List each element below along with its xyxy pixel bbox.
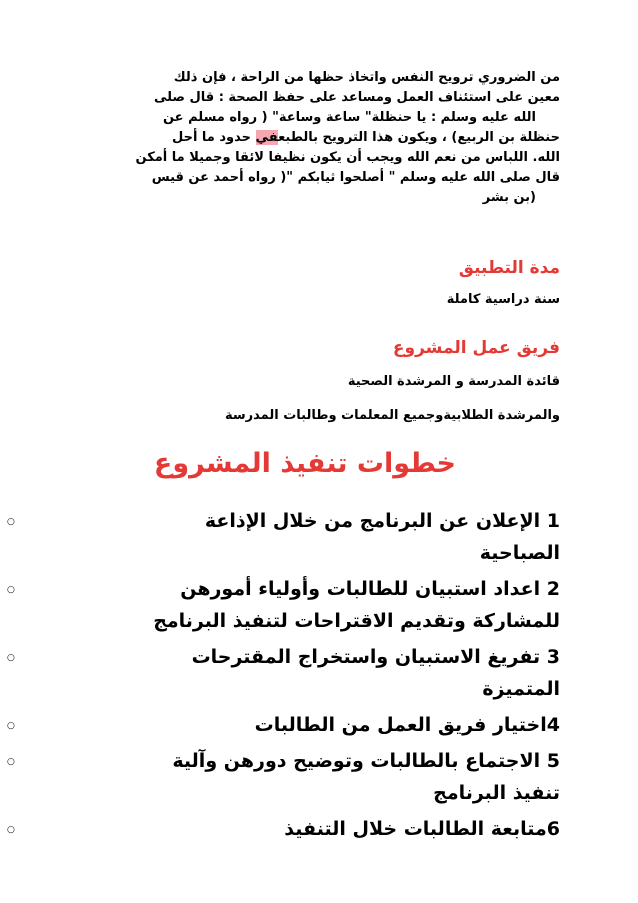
intro-line-part: حنظلة بن الربيع) ، ويكون هذا الترويح بالطبع	[278, 130, 560, 145]
bullet-icon: ○	[7, 825, 15, 835]
team-line: قائدة المدرسة و المرشدة الصحية	[347, 374, 560, 389]
step-text: للمشاركة وتقديم الاقتراحات لتنفيذ البرنامج	[153, 610, 560, 632]
intro-paragraph	[100, 68, 560, 208]
duration-text: سنة دراسية كاملة	[446, 292, 560, 307]
step-text: 6متابعة الطالبات خلال التنفيذ	[284, 818, 560, 840]
intro-line: (بن بشر	[482, 190, 536, 205]
step-text: الصباحية	[479, 542, 560, 564]
step-text: 5 الاجتماع بالطالبات وتوضيح دورهن وآلية	[172, 750, 560, 772]
team-line: والمرشدة الطلابيةوجميع المعلمات وطالبات المدرسة	[225, 408, 560, 423]
bullet-icon: ○	[7, 517, 15, 527]
steps-title: خطوات تنفيذ المشروع	[153, 448, 456, 479]
intro-line: من الضروري ترويح النفس واتخاذ حظها من الراحة ، فإن ذلك	[173, 70, 560, 85]
steps-list	[7, 505, 560, 849]
highlighted-word: في	[255, 130, 279, 145]
bullet-icon: ○	[7, 757, 15, 767]
step-text: المتميزة	[482, 678, 560, 700]
step-text: 3 تفريغ الاستبيان واستخراج المقترحات	[191, 646, 560, 668]
duration-title: مدة التطبيق	[458, 258, 560, 278]
bullet-icon: ○	[7, 721, 15, 731]
list-item	[7, 745, 560, 809]
list-item	[7, 573, 560, 637]
step-text: تنفيذ البرنامج	[433, 782, 560, 804]
list-item	[7, 641, 560, 705]
list-item	[7, 709, 560, 741]
bullet-icon: ○	[7, 653, 15, 663]
intro-line: الله. اللباس من نعم الله ويجب أن يكون نظيفا لائقا وجميلا ما أمكن	[135, 150, 560, 165]
intro-line	[100, 128, 560, 148]
intro-line: الله عليه وسلم : يا حنظلة" ساعة وساعة" ( رواه مسلم عن	[162, 110, 536, 125]
list-item	[7, 505, 560, 569]
team-title: فريق عمل المشروع	[392, 338, 560, 358]
bullet-icon: ○	[7, 585, 15, 595]
step-text: 4اختيار فريق العمل من الطالبات	[254, 714, 560, 736]
list-item	[7, 813, 560, 845]
step-text: 2 اعداد استبيان للطالبات وأولياء أمورهن	[180, 578, 560, 600]
step-text: 1 الإعلان عن البرنامج من خلال الإذاعة	[204, 510, 560, 532]
intro-line-part: حدود ما أحل	[171, 130, 252, 145]
intro-line: معين على استئناف العمل ومساعد على حفظ الصحة : قال صلى	[153, 90, 560, 105]
intro-line: قال صلى الله عليه وسلم " أصلحوا ثيابكم "( رواه أحمد عن قيس	[151, 170, 560, 185]
